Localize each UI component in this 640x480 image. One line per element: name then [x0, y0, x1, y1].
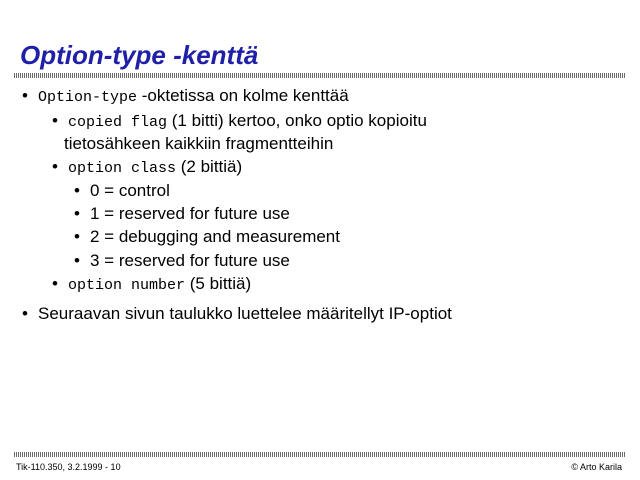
code-option-number: option number — [68, 277, 186, 294]
bullet-marker: • — [74, 204, 80, 223]
bullet-copied-flag — [52, 111, 427, 133]
class-item — [74, 204, 290, 224]
code-option-type: Option-type — [38, 89, 138, 106]
bullet-text: (5 bittiä) — [185, 274, 252, 293]
bullet-text: Seuraavan sivun taulukko luettelee määritellyt IP-optiot — [38, 304, 452, 323]
slide-title: Option-type -kenttä — [20, 40, 259, 70]
bullet-text: (1 bitti) kertoo, onko optio kopioitu — [167, 111, 427, 130]
class-text: 1 = reserved for future use — [90, 204, 290, 223]
class-item — [74, 227, 340, 247]
class-item — [74, 181, 170, 201]
bullet-option-number — [52, 274, 251, 296]
bullet-marker: • — [52, 157, 58, 176]
bullet-marker: • — [74, 227, 80, 246]
bullet-copied-flag-continuation: tietosähkeen kaikkiin fragmentteihin — [64, 134, 334, 153]
bullet-marker: • — [22, 304, 28, 323]
bullet-option-type — [22, 86, 349, 108]
footer-course-info: Tik-110.350, 3.2.1999 - 10 — [16, 462, 121, 472]
class-text: 2 = debugging and measurement — [90, 227, 340, 246]
title-divider — [14, 73, 626, 78]
bullet-marker: • — [74, 181, 80, 200]
bullet-option-class — [52, 157, 242, 179]
bullet-next-page — [22, 304, 452, 324]
code-copied-flag: copied flag — [68, 114, 168, 131]
bullet-marker: • — [22, 86, 28, 105]
bullet-marker: • — [52, 274, 58, 293]
footer-copyright: © Arto Karila — [571, 462, 622, 472]
class-item — [74, 251, 290, 271]
bullet-text: (2 bittiä) — [176, 157, 243, 176]
class-text: 0 = control — [90, 181, 170, 200]
bullet-marker: • — [74, 251, 80, 270]
footer-divider — [14, 452, 626, 457]
bullet-marker: • — [52, 111, 58, 130]
bullet-text: -oktetissa on kolme kenttää — [137, 86, 349, 105]
code-option-class: option class — [68, 160, 177, 177]
class-text: 3 = reserved for future use — [90, 251, 290, 270]
